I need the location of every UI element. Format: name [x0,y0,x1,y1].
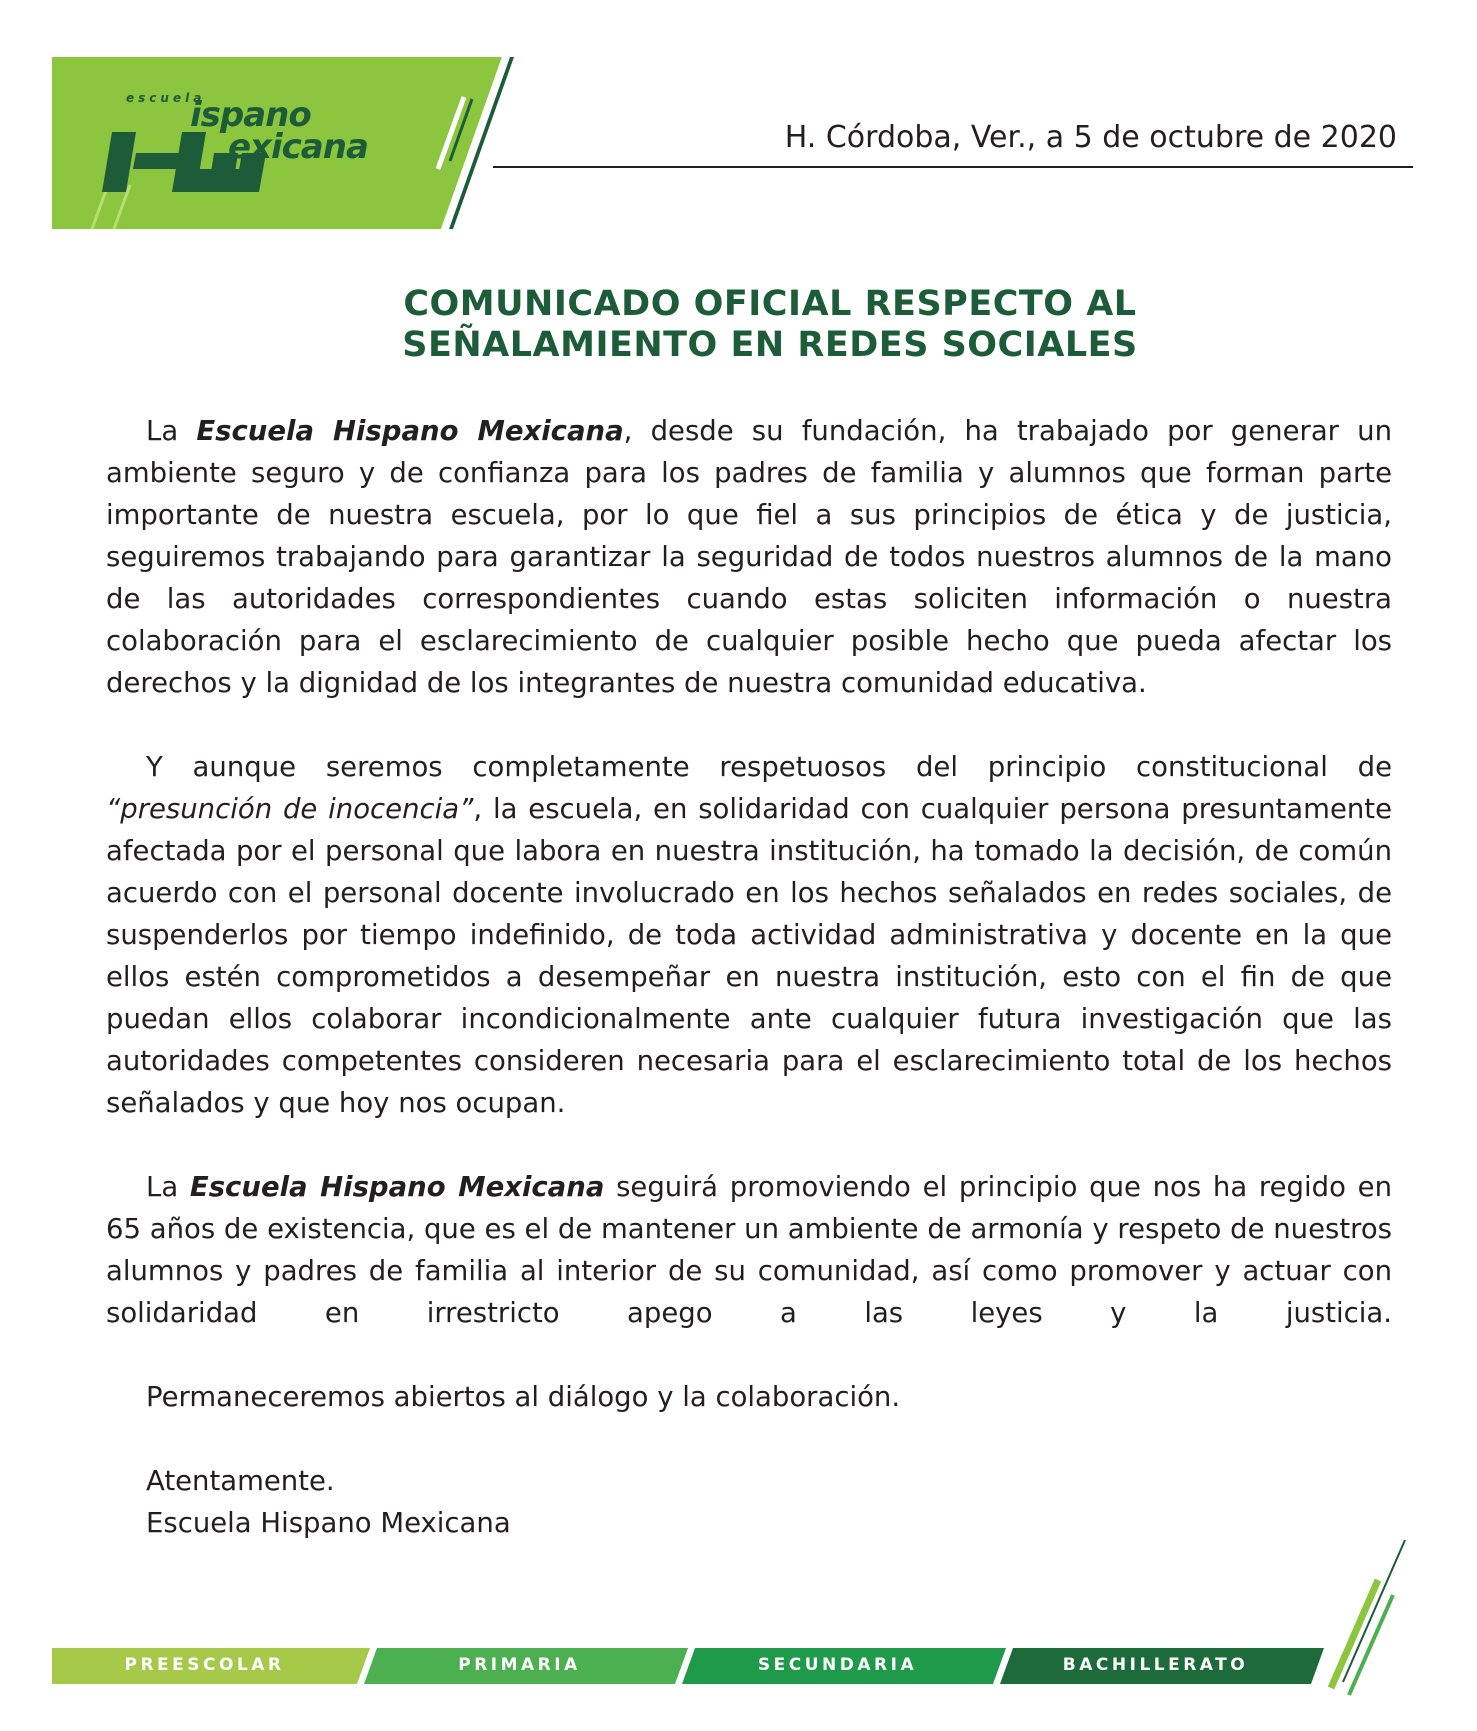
paragraph-1-school-name: Escuela Hispano Mexicana [196,415,624,447]
level-preescolar: PREESCOLAR [124,1655,285,1675]
closing-block [106,1460,1392,1544]
paragraph-2-lead: Y aunque seremos completamente respetuosos del principio constitucional de [146,751,1392,783]
date-divider [493,166,1413,168]
logo-word-hispano: ispano [190,95,311,135]
paragraph-2-text: , la escuela, en solidaridad con cualquier persona presuntamente afectada por el personal que labora en nuestra institución, ha tomado la decisión, de común acuerdo con el personal docente involucrado en los hechos señalados en redes sociales, de suspenderlos por tiempo indefinido, de toda actividad administrativa y docente en la que ellos estén comprometidos a desempeñar en nuestra institución, esto con el fin de que puedan ellos colaborar incondicionalmente ante cualquier futura investigación que las autoridades competentes consideren necesaria para el esclarecimiento total de los hechos señalados y que hoy nos ocupan. [106,793,1392,1119]
letter-body [106,410,1392,1544]
letter-date: H. Córdoba, Ver., a 5 de octubre de 2020 [784,120,1397,155]
paragraph-1-text: , desde su fundación, ha trabajado por generar un ambiente seguro y de confianza para los padres de familia y alumnos que forman parte importante de nuestra escuela, por lo que fiel a sus principios de ética y de justicia, seguiremos trabajando para garantizar la seguridad de todos nuestros alumnos de la mano de las autoridades correspondientes cuando estas soliciten información o nuestra colaboración para el esclarecimiento de cualquier posible hecho que pueda afectar los derechos y la dignidad de los integrantes de nuestra comunidad educativa. [106,415,1393,699]
paragraph-1 [106,410,1392,704]
level-primaria: PRIMARIA [458,1655,581,1675]
paragraph-2 [106,746,1392,1124]
closing-signature: Escuela Hispano Mexicana [146,1507,511,1539]
paragraph-3-lead: La [146,1171,190,1203]
logo-small-label: escuela [126,91,206,105]
school-logo [52,57,512,229]
paragraph-4: Permaneceremos abiertos al diálogo y la colaboración. [146,1381,901,1413]
page-title [150,284,1390,366]
closing-salutation: Atentamente. [146,1465,335,1497]
level-bachillerato: BACHILLERATO [1062,1655,1249,1675]
title-line-1: COMUNICADO OFICIAL RESPECTO AL [403,284,1137,324]
paragraph-3-school-name: Escuela Hispano Mexicana [189,1171,605,1203]
paragraph-3 [106,1166,1392,1334]
title-line-2: SEÑALAMIENTO EN REDES SOCIALES [402,325,1138,365]
logo-word-mexicana: exicana [228,127,368,167]
paragraph-3-text: seguirá promoviendo el principio que nos ha regido en 65 años de existencia, que es el de mantener un ambiente de armonía y respeto de nuestros alumnos y padres de familia al interior de su comunidad, así como promover y actuar con solidaridad en irrestricto apego a las leyes y la justicia. [106,1171,1392,1329]
paragraph-1-lead: La [146,415,197,447]
level-secundaria: SECUNDARIA [757,1655,918,1675]
paragraph-2-quote: “presunción de inocencia” [106,793,474,825]
